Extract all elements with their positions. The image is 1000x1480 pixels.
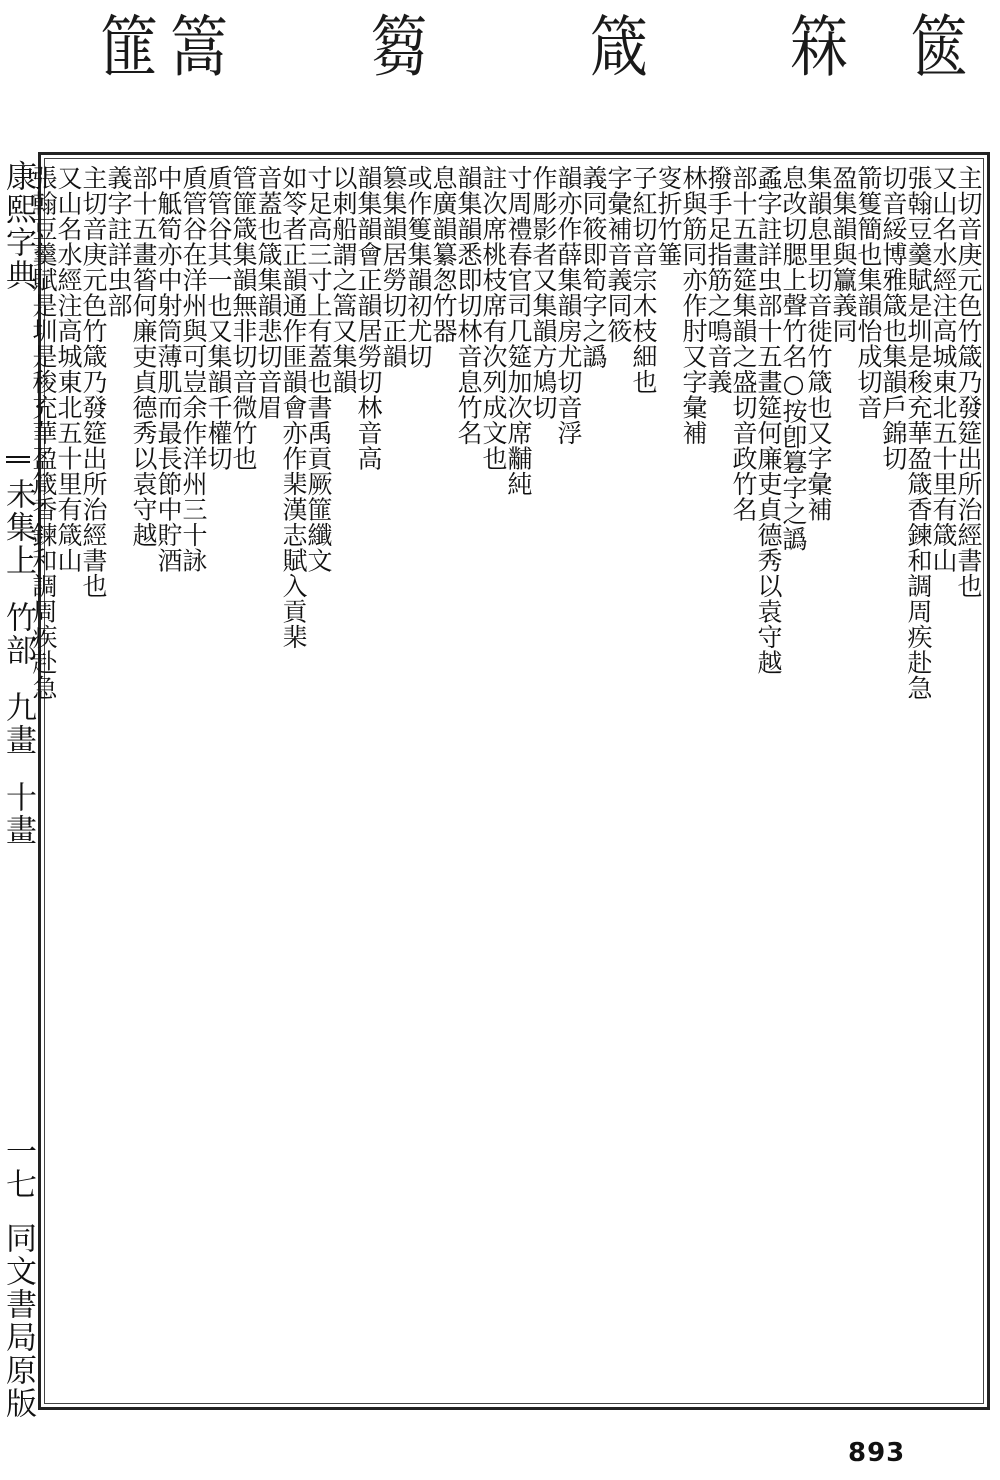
publisher-imprint: 同文書局原版 xyxy=(0,1222,36,1420)
text-column: 張翰豆羹賦是圳是稄充華盈箴香鍊和調周疾赴急 xyxy=(29,165,58,701)
text-column: 息廣韻纂怱竹器 xyxy=(429,165,458,344)
text-column: 註次席桃枝席有次列成文也 xyxy=(479,165,508,471)
text-column: 叜折竹箠 xyxy=(654,165,683,267)
text-columns xyxy=(29,165,983,1399)
text-column: 又山名水經注高城東北五十里有箴山 xyxy=(929,165,958,573)
text-column: 集韻息里切音徙竹箴也又字彙補 xyxy=(804,165,833,522)
text-column: 撥手足指筋之鳴音義 xyxy=(704,165,733,395)
text-column: 子紅切音宗木枝細也 xyxy=(629,165,658,395)
text-column: 張翰豆羹賦是圳是稄充華盈箴香鍊和調周疾赴急 xyxy=(904,165,933,701)
text-column: 如笭者正韻通作匪韻會亦作棐漢志賦入貢棐 xyxy=(279,165,308,650)
text-column: 息改切腮上聲竹名○按卽篹字之譌 xyxy=(779,165,808,552)
text-column: 或作篗集韻初尤切 xyxy=(404,165,433,369)
text-column: 韻集韻悉即切林音息竹名 xyxy=(454,165,483,446)
text-column: 字彙補音義同筱 xyxy=(604,165,633,344)
text-column: 寸周禮春官司几筵加次席黼純 xyxy=(504,165,533,497)
text-column: 林與筋同亦作肘又字彙補 xyxy=(679,165,708,446)
book-title: 康熙字典 xyxy=(0,160,36,292)
text-column: 箭篗簡也集韻怡成切音 xyxy=(854,165,883,420)
text-column: 切音綏博雅箴也集韻戶錦切 xyxy=(879,165,908,471)
text-column: 寸足高三寸上有蓋也書禹貢厥篚纖文 xyxy=(304,165,333,573)
seal-glyph: 篙 xyxy=(170,7,229,87)
seal-glyph: 箴 xyxy=(590,7,649,87)
text-column: 篡集韻居勞切正韻 xyxy=(379,165,408,369)
text-column: 主切音庚元色竹箴乃發筵出所治經書也 xyxy=(79,165,108,599)
section-name: 未集上 xyxy=(0,478,36,577)
text-column: 韻亦作薛集韻房尤切音浮 xyxy=(554,165,583,446)
text-column: 貭管谷其一也又集韻千權切 xyxy=(204,165,233,471)
text-column: 作彫影者又集韻方鳩切 xyxy=(529,165,558,420)
text-column: 又山名水經注高城東北五十里有箴山 xyxy=(54,165,83,573)
page-number: 893 xyxy=(848,1438,906,1468)
radical-name: 竹部 xyxy=(0,600,36,667)
seal-glyph: 篚 xyxy=(100,7,159,87)
text-column: 蟊字註詳虫部十五畫筵何廉吏貞德秀以袁守越 xyxy=(754,165,783,675)
header-divider xyxy=(6,456,30,463)
dictionary-text-block xyxy=(29,152,990,1410)
text-column: 以刺船謂之篙又集韻 xyxy=(329,165,358,395)
text-column: 中觝筍亦中射筒薄肌而最長節中貯酒 xyxy=(154,165,183,573)
text-column: 義同筱即筍字之譌 xyxy=(579,165,608,369)
seal-script-header xyxy=(30,8,980,118)
stroke-count-a: 九畫 xyxy=(0,690,36,757)
text-column: 部十五畫箵何廉吏貞德秀以袁守越 xyxy=(129,165,158,548)
text-column: 主切音庚元色竹箴乃發筵出所治經書也 xyxy=(954,165,983,599)
text-column: 義字註詳虫部 xyxy=(104,165,133,318)
seal-glyph: 篘 xyxy=(370,7,429,87)
seal-glyph: 箖 xyxy=(790,7,849,87)
seal-glyph: 篋 xyxy=(910,7,969,87)
stroke-count-b: 十畫 xyxy=(0,780,36,847)
text-column: 盈集韻與籯義同 xyxy=(829,165,858,344)
folio-number: 一七 xyxy=(0,1135,36,1201)
text-column: 韻集韻會正韻居勞切林音高 xyxy=(354,165,383,471)
text-column: 管篚箴集韻無非切音微竹也 xyxy=(229,165,258,471)
text-column: 音蓋也箴集韻悲切音眉 xyxy=(254,165,283,420)
text-column: 部十五畫筵集韻之盛切音政竹名 xyxy=(729,165,758,522)
text-column: 貭管谷在洋州與可豈余作洋州三十詠 xyxy=(179,165,208,573)
